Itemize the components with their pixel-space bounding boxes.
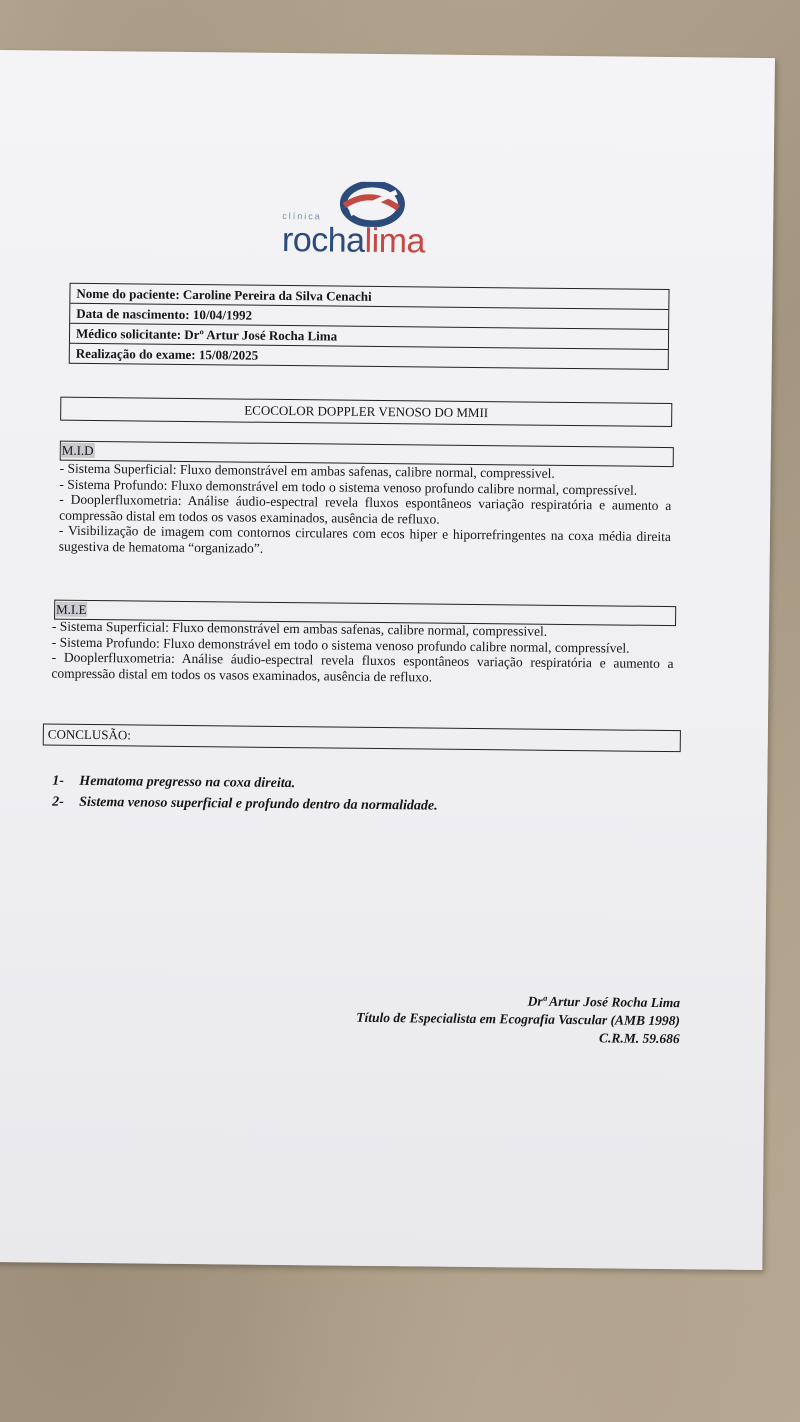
signature-crm: C.R.M. 59.686 <box>598 1030 680 1047</box>
logo-wordmark <box>282 221 425 261</box>
signature-title: Título de Especialista em Ecografia Vascular (AMB 1998) <box>356 1009 680 1029</box>
conclusion-number: 2- <box>52 794 64 810</box>
signature-block <box>356 991 680 1048</box>
mid-line: - Visibilização de imagem com contornos circulares com ecos hiper e hiporrefringentes na coxa média direita sugestiva de hematoma “organizado”. <box>58 522 672 556</box>
conclusion-heading-text: CONCLUSÃO: <box>47 726 131 743</box>
mid-heading-text: M.I.D <box>61 442 94 459</box>
conclusion-text: Hematoma pregresso na coxa direita. <box>79 773 296 792</box>
mie-line: - Sistema Profundo: Fluxo demonstrável em todo o sistema venoso profundo calibre normal, compressível. <box>51 634 630 656</box>
signature-name: Drª Artur José Rocha Lima <box>527 993 681 1011</box>
logo-word-rocha: rocha <box>281 220 365 260</box>
exam-title-text: ECOCOLOR DOPPLER VENOSO DO MMII <box>244 402 489 421</box>
conclusion-text: Sistema venoso superficial e profundo dentro da normalidade. <box>79 794 438 814</box>
exam-title <box>60 397 672 427</box>
logo-word-lima: lima <box>364 221 426 261</box>
mid-line: - Sistema Superficial: Fluxo demonstrável em ambas safenas, calibre normal, compressivel. <box>59 460 555 481</box>
patient-name: Nome do paciente: Caroline Pereira da Silva Cenachi <box>70 284 668 310</box>
exam-date: Realização do exame: 15/08/2025 <box>75 345 259 363</box>
requesting-doctor: Médico solicitante: Drº Artur José Rocha Lima <box>70 324 668 350</box>
document-page <box>0 50 775 1270</box>
conclusion-item <box>52 792 438 817</box>
mid-line: - Dooplerfluxometria: Análise áudio-espectral revela fluxos espontâneos variação respiratória e aumento a compressão distal em todos os vasos examinados, ausência de refluxo. <box>59 491 672 527</box>
mie-findings <box>51 619 674 688</box>
patient-info-table <box>69 283 670 370</box>
mie-line: - Dooplerfluxometria: Análise áudio-espectral revela fluxos espontâneos variação respiratória e aumento a compressão distal em todos os vasos examinados, ausência de refluxo. <box>51 649 674 685</box>
logo-small-text: clínica <box>282 210 322 222</box>
mid-findings <box>59 461 672 560</box>
mie-line: - Sistema Superficial: Fluxo demonstrável em ambas safenas, calibre normal, compressivel. <box>51 618 548 639</box>
conclusion-list <box>52 771 438 817</box>
conclusion-heading <box>43 723 681 752</box>
mid-line: - Sistema Profundo: Fluxo demonstrável em todo o sistema venoso profundo calibre normal, compressível. <box>59 476 638 498</box>
clinic-logo <box>280 181 471 263</box>
conclusion-number: 1- <box>52 773 65 789</box>
mie-heading-text: M.I.E <box>56 601 87 617</box>
birth-date: Data de nascimento: 10/04/1992 <box>70 304 668 330</box>
